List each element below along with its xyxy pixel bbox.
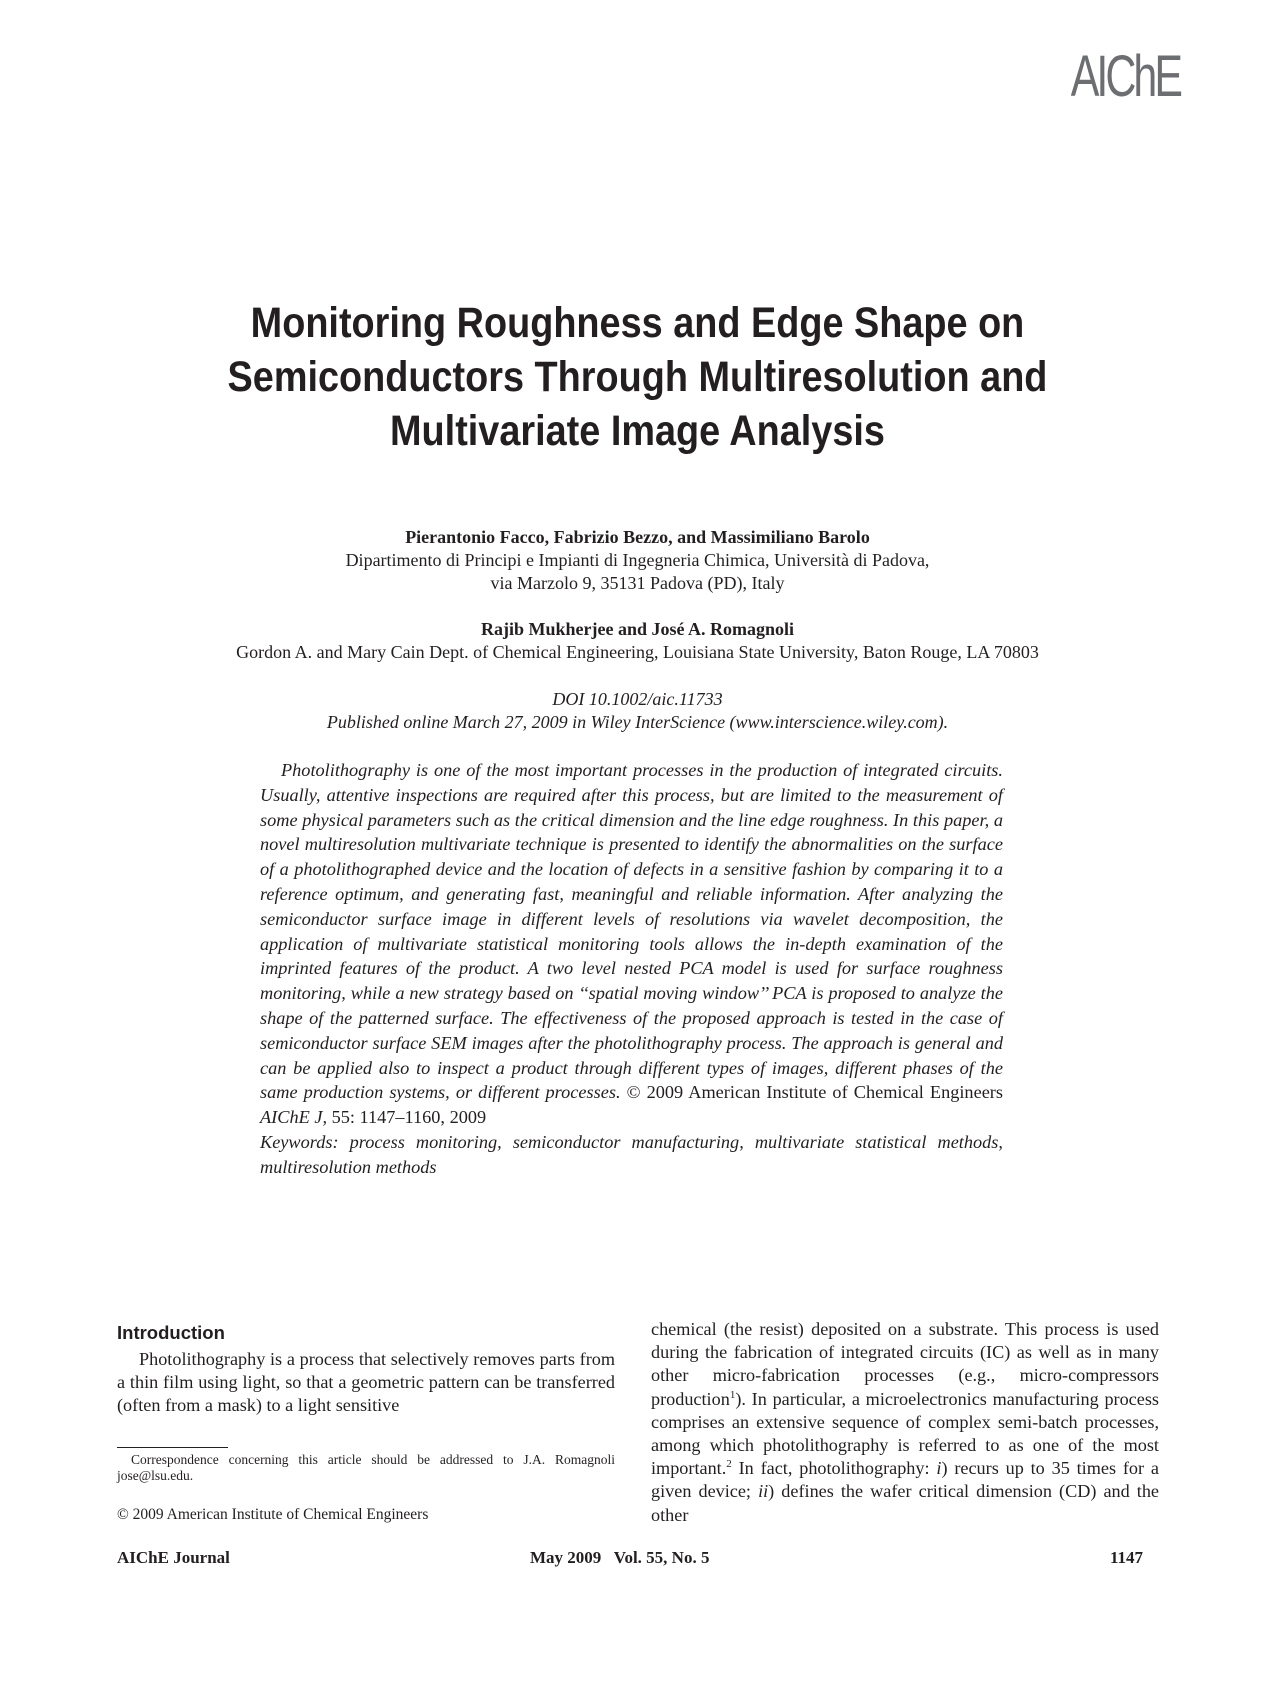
keywords-text: process monitoring, semiconductor manufacturing, multivariate statistical methods, multiresolution methods [260, 1131, 1003, 1177]
intro-paragraph-continued: chemical (the resist) deposited on a substrate. This process is used during the fabrication of integrated circuits (IC) as well as in many other micro-fabrication processes (e.g., micro-compressors production$^1$). In particular, a microelectronics manufacturing process comprises an extensive sequence of complex semi-batch processes, among which photolithography is referred to as one of the most important.$^2$ In fact, photolithography: i) recurs up to 35 times for a given device; ii) defines the wafer critical dimension (CD) and the other [651, 1319, 1160, 1525]
title-line: Monitoring Roughness and Edge Shape on [250, 299, 1025, 347]
aiche-logo: AIChE [1070, 44, 1180, 109]
abstract-text: Photolithography is one of the most important processes in the production of integrated circuits. Usually, attentive inspections are required after this process, but are limited to the measurement of some physical parameters such as the critical dimension and the line edge roughness. In this paper, a novel multiresolution multivariate technique is presented to identify the abnormalities on the surface of a photolithographed device and the location of defects in a sensitive fashion by comparing it to a reference optimum, and generating fast, meaningful and reliable information. After analyzing the semiconductor surface image in different levels of resolutions via wavelet decomposition, the application of multivariate statistical monitoring tools allows the in-depth examination of the imprinted features of the product. A two level nested PCA model is used for surface roughness monitoring, while a new strategy based on ‘‘spatial moving window’’ PCA is proposed to analyze the shape of the patterned surface. The effectiveness of the proposed approach is tested in the case of semiconductor surface SEM images after the photolithography process. The approach is general and can be applied also to inspect a product through different types of images, different phases of the same production systems, or different processes. [260, 760, 1003, 1103]
footnote-rule [117, 1447, 228, 1448]
copyright-line: © 2009 American Institute of Chemical Engineers [117, 1506, 429, 1523]
left-column [117, 1348, 615, 1418]
journal-abbrev: AIChE J, [260, 1107, 328, 1128]
title-line: Semiconductors Through Multiresolution and [227, 353, 1048, 401]
reference-2[interactable]: 2 [726, 1458, 732, 1471]
footer-issue: May 2009 Vol. 55, No. 5 [530, 1548, 710, 1567]
affiliation-1-line-2: via Marzolo 9, 35131 Padova (PD), Italy [490, 573, 785, 593]
footer-journal: AIChE Journal [117, 1548, 230, 1567]
reference-1[interactable]: 1 [729, 1388, 736, 1401]
published-online: Published online March 27, 2009 in Wiley InterScience (www.interscience.wiley.com). [326, 712, 949, 732]
affiliation-1-line-1: Dipartimento di Principi e Impianti di Ingegneria Chimica, Università di Padova, [345, 550, 930, 570]
abstract-paragraph [260, 758, 1003, 1130]
doi: DOI 10.1002/aic.11733 [552, 689, 723, 709]
intro-paragraph: Photolithography is a process that selectively removes parts from a thin film using light, so that a geometric pattern can be transferred (often from a mask) to a light sensitive [117, 1349, 615, 1416]
title-line: Multivariate Image Analysis [390, 407, 885, 455]
keywords [260, 1130, 1003, 1180]
keywords-label: Keywords: [260, 1131, 339, 1152]
page-number: 1147 [1110, 1548, 1144, 1567]
correspondence-footnote: Correspondence concerning this article should be addressed to J.A. Romagnoli jose@lsu.edu. [117, 1452, 615, 1483]
abstract [260, 758, 1003, 1180]
authors-group-2: Rajib Mukherjee and José A. Romagnoli [480, 619, 794, 639]
paper-title [100, 296, 1175, 458]
abstract-copyright: © 2009 American Institute of Chemical Engineers [626, 1082, 1004, 1103]
right-column [651, 1318, 1159, 1527]
section-heading-introduction: Introduction [117, 1322, 225, 1343]
authors-group-1: Pierantonio Facco, Fabrizio Bezzo, and Massimiliano Barolo [405, 527, 870, 547]
citation: 55: 1147–1160, 2009 [331, 1107, 487, 1128]
affiliation-2-line-1: Gordon A. and Mary Cain Dept. of Chemical Engineering, Louisiana State University, Baton Rouge, LA 70803 [236, 642, 1039, 662]
